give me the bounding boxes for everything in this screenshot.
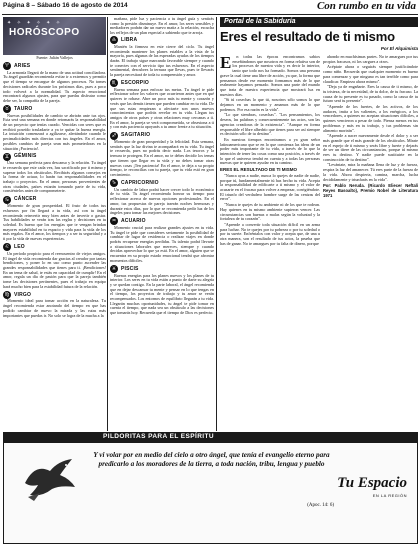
sign-name: SAGITARIO <box>121 132 151 139</box>
zodiac-icon: ♐ <box>111 132 117 139</box>
zodiac-icon: ♍ <box>4 291 10 298</box>
horoscope-banner <box>3 17 106 55</box>
publication-logo-sub: EN LA REGIÓN <box>372 493 407 498</box>
sign-name: GÉMINIS <box>14 153 37 160</box>
sign-name: TAURO <box>14 105 33 112</box>
sign-text: Mantén la firmeza en este cierre del ciclo. Tu ángel recomienda mantener los planes estables a la vista de la mayoría, pues algunas de las esperadas ayudas de los tiempos darán. El trabajo sigue marcando favorable siempre y cuando te conectes con el servicio tipo tus esfuerzos. En el aspecto sentimental, descubres la ternura que llevas, pues te llevarás la pareja necesitará de toda tu comprensión y amor. <box>110 43 214 78</box>
page-header <box>0 0 420 15</box>
sign-entry <box>110 37 214 78</box>
sign-header <box>3 291 106 298</box>
drop-cap: E <box>220 55 232 72</box>
article-subhead: ERES EL RESULTADO DE TI MISMO <box>220 167 298 173</box>
article-paragraph: "Aprende a nacer nuevamente desde el dolor y a ser más grande que el más grande de los obstáculos. Mírate en el espejo de ti mismo y serás libre y fuerte y dejarás de ser un títere de las circunstancias, porque tú mismo eres tu destino. Y nadie puede sustituirte en la construcción de tu destino". <box>323 133 418 162</box>
sign-header <box>110 266 214 273</box>
pildoritas-box <box>3 442 418 544</box>
article-credit: Por: Pablo Neruda. (Ricardo Eliecer Neftalí Reyes Basoalto), Premio Nobel de Literatura 1971 <box>323 183 418 198</box>
sign-name: CÁNCER <box>14 196 37 203</box>
dove-icon <box>20 453 80 503</box>
column-divider <box>107 17 108 431</box>
page-info: Página 8 – Sábado 16 de agosto de 2014 <box>3 2 128 9</box>
sign-name: ACUARIO <box>121 218 146 225</box>
zodiac-icon: ♌ <box>4 244 10 251</box>
sign-text: Momento de gran prosperidad y la felicidad. Esta semana, sentirás que la luz divina te acompañará en tu vida. Tu ángel te recuerda, pues no podrás decir nada. Los tesoros y la ternura te protegen. En el amor, no te debes decidir los temas que tienen que llegar en tu vida y no debes tomar otras nuevas cosas ¡Ten paciencia! En el amor, te deja a su propio tiempo, te reconcilias con tu pareja, que tu vida está en gran crecimiento. <box>110 139 214 177</box>
sign-entry <box>110 218 214 264</box>
sign-header <box>3 153 106 160</box>
sign-name: LEO <box>14 243 25 250</box>
article-byline: Por El Alquimista <box>380 46 418 51</box>
article-section-banner: Portal de la Sabiduría <box>220 17 418 27</box>
article-title: Eres el resultado de ti mismo <box>220 29 395 44</box>
sign-name: VIRGO <box>14 291 32 298</box>
sign-header <box>110 218 214 225</box>
zodiac-icon: ♈ <box>4 63 10 70</box>
sign-entry <box>110 266 214 316</box>
article-column-2 <box>323 55 418 431</box>
zodiac-icon: ♏ <box>111 80 117 87</box>
sign-header <box>110 80 214 87</box>
sign-name: CAPRICORNIO <box>121 179 159 186</box>
zodiac-icon: ♋ <box>4 196 10 203</box>
sign-entry <box>3 291 106 318</box>
zodiac-icon: ♑ <box>111 180 117 187</box>
sign-entry <box>110 180 214 216</box>
sign-text: La armonía llegará de la mano de una actitud conciliadora. Tu ángel guardián recomienda evitar ir a extremos y permitir que el tiempo se encargue de algunos procesos. No tomes decisiones radicales durante los próximos días, pues a poco todo volverá a la normalidad. Tu aspecto emocional encontrará algunos ajustes, para que puedas disfrutar como debe ser, la compañía de la pareja. <box>3 69 106 103</box>
article-paragraph: ahondo en muchísimas partes. No te amargues por tus propios fracasos, ni los cargues a otros. <box>323 55 418 64</box>
column-divider <box>216 17 217 431</box>
sign-text: Buenas energías para los planes nuevos y los planes de tu interior. Los seres en tu vida están a punto de darte su alegría y se quedan contigo. En la parte laboral, el ángel recomienda que en dejar descansar tu mente y pensar en lo que tengas en el tiempo, los proyectos de trabajo y tu amor se verán recompensados. Los entornos de equilibrio llegarán a tu vida. Llegarán muchas oportunidades, tu ángel te pide tomar en cuenta el tiempo, que nada sea un obstáculo a las decisiones que tomarás hoy. Recuerda que el tiempo de Dios es perfecto. <box>110 272 214 316</box>
article-paragraph: "Nunca ayas a nadie, nunca lo quejes de nadie de nadie, porque tú, fundamentalmente tú has hecho tu vida. Acepta la responsabilidad de edificarte a ti mismo y el valor de acusarte en el fracaso para volver a empezar, corrigiéndote. El triunfo del verdadero hombre surge de las cenizas del error". <box>220 172 320 202</box>
sign-entry <box>110 132 214 178</box>
article-paragraph: "Aprende de los fuertes, de los activos, de los audaces, imita a los valientes, a los enérgicos, a los vencedores, a quienes no aceptan situaciones difíciles, a quienes vencieron a pesar de todo. Piensa menos en tus problemas y más en tu trabajo, y tus problemas sin alimento morirán". <box>323 104 418 133</box>
sign-entry <box>3 106 106 152</box>
sign-entry <box>3 244 106 290</box>
publication-logo: Tu Espacio <box>337 475 407 491</box>
article-paragraph: "Nunca te quejes de tu ambiente ni de los que te rodean. Hay quienes en tu mismo ambiente supieron vencer. Las circunstancias son buenas o malas según la voluntad y la fortaleza de tu corazón". <box>220 202 320 222</box>
zodiac-icon: ♎ <box>111 37 117 44</box>
sign-text: Momento ideal para tomar acción en la naturaleza. Tu ángel recomienda estar anotando del tiempo en que has podido cambiar de nuevo la mirada y las rutas más importantes que puedas ir. No solo se logra de la mucha a la <box>3 298 106 318</box>
sign-text: Un período propicio para el reencuentro de viejos amigos. El ángel de vida recomienda dar gracias al creador por tantas bendiciones, y poner lo en uso como punto ascender las grandes responsabilidades que tienes para ti. ¡Bendiciones! En un tema de salud, te estás en capacidad de cumplir! En el amor, regala un día de pasión para que la pareja también tome las decisiones pertinentes, pues el trabajo en equipo hará mucho bien para la estabilidad futura de la relación. <box>3 250 106 289</box>
article-paragraph: "Lo que siembras, cosechas". "Los pensamientos, los deseos, las palabras y consecuentemente tus actos, son las agencias creadoras de la existencia". "Aunque en forma responsable el libre albedrío que tienes para ser así siempre es decisión sólo de tu destino". <box>220 112 320 137</box>
article-paragraph: "Deja ya de engañarte. Eres la causa de ti mismo, de tu tristeza, de tu necesidad, de tu dolor, de tu fracaso. La causa de tu presente es tu pasado, como la causa de tu futuro será tu presente". <box>323 84 418 104</box>
sign-text: Momento de gran prosperidad. El fruto de todos tus esfuerzos por fin llegará a tu vida, así con tu ángel recomienda reinvertir muy bien antes de invertir o gastar. Tus habilidades se verán tras las reglas y decisiones en tu soledad. Es bueno que los energías que te vengan brindan mayores estabilidad en tu espacio y vida para la vida de los más regalos. En el amor, los tiempos y a ser tu seguridad y a ti por la vida de nuevas experiencias. <box>3 203 106 242</box>
sign-name: PISCIS <box>121 265 139 272</box>
sign-header <box>3 196 106 203</box>
sign-entry <box>3 63 106 104</box>
sign-header <box>110 132 214 139</box>
horoscope-credit: Fuente: Julián Vallejos <box>36 55 73 60</box>
article-paragraph: "Aprende a convertir toda situación difícil en un arma para luchar. No te quejes por tu pobreza o por tu soledad o por tu suerte. Enfréntalos con valor y acepta que, de una u otra manera, son el resultado de tus actos, la prueba que has de ganar. No te amargues por tu falta de dinero, porque <box>220 221 320 246</box>
article-paragraph: "Levántate, mira la mañana llena de luz y de fuerza, respira la luz del amanecer. Tú eres parte de la fuerza de la vida. Ahora despierta, camina, marcha, lucha decididamente y triunfarás en la vida". <box>323 162 418 182</box>
sign-header <box>110 180 214 187</box>
stars-icon: ✦ ✧ ✦ ✧ ✦ ✧ <box>7 20 63 26</box>
zodiac-icon: ♒ <box>111 218 117 225</box>
sign-header <box>3 244 106 251</box>
sign-entry <box>3 196 106 242</box>
sign-header <box>3 63 106 70</box>
sign-entry <box>3 153 106 194</box>
horoscope-title: HORÓSCOPO <box>9 27 80 38</box>
sign-name: ARIES <box>14 62 31 69</box>
sign-name: LIBRA <box>121 36 138 43</box>
sign-text: Buena semana para enfocar tus metas. Tu ángel te pide reflexionar sobre los valores que ocurrieron antes que en qué quieres te robase. Abre un poco más tu mente y corazón y verás que las demás tienen que pueden cambiar en tu vida. De que sus rutas empiezan a afectarte son unos nuevos conocimientos que podrás revelar en tu vida. Llegan tus amigos de otros países y otras relaciones muy cercanas a ti. En el amor, la pareja se verá comprometida, se obsesiona a ti y con más paciencia apoyarás a tu amor frente a tu situación. <box>110 86 214 130</box>
sign-header <box>3 106 106 113</box>
zodiac-icon: ♓ <box>111 266 117 273</box>
sign-name: ESCORPIO <box>121 79 149 86</box>
zodiac-icon: ♊ <box>4 153 10 160</box>
horoscope-column-1 <box>3 17 106 431</box>
horoscope-column-2 <box>110 17 214 431</box>
article-paragraph: "Si tú cosechas lo que tú, nosotros sólo somos lo que dejamos en un momento y amamos más de lo que podemos. Por esa razón es la vida". <box>220 97 320 112</box>
article-paragraph: Acéptate ahora o seguirás siempre justificándote como niño. Recuerda que cualquier momento es bueno para comenzar y que ninguno es tan terrible como para claudicar. Empieza ahora mismo". <box>323 64 418 84</box>
sign-header <box>110 37 214 44</box>
sign-entry <box>110 80 214 130</box>
article-paragraph: En nuestras tiempos encontramos a ya gran señor latinoamericano que se en lo que comienza las ideas de un poder más importante de tu vida, a través de lo que la intención de tener las cosas como una posición, a través de lo que el universo tendrá en cuenta y a todas las personas nuevas que te quieren ayudar en tu camino. <box>220 136 320 166</box>
article-column-1 <box>220 55 320 431</box>
sign-text: Un cambio de labor podrá hacer crecer todo lo económico de tu vida. Tu ángel recomienda honrar su tiempo para reflexionar acerca de nuevas opciones profesionales. En el amor, tus propuestas de pareja traerán noches hermosas y durante estos días, por lo que se recomienda pedir luz de los ángeles para tomar las mejores decisiones. <box>110 186 214 216</box>
section-title: Con rumbo en tu vida <box>316 0 416 12</box>
sign-text: Momento crucial para realizar grandes ajustes en tu vida. Tu ángel te pide que consideres seriamente la posibilidad de cambiar de lugar de residencia o realizar viajes en donde podrás recuperar energías perdidas. Tu talento podrá llevarte a situaciones laborales que mereces, siempre y cuando decidas aprovechar lo que ya está. En el amor, alguien que se encuentra en su propio estado emocional tendrá que afrontar momentos difíciles. <box>110 224 214 263</box>
verse-reference: (Apoc. 14: 6) <box>307 503 334 508</box>
header-divider <box>2 14 418 15</box>
sign-text: Nuevas posibilidades de cambio se abrirán ante tus ojos. Esta será una semana en donde retomarás la responsabilidad de un proyecto que tenías curado. Vencidas con seres que es recibirá poseído trasladarte a ya te quitar la buena energía. La intuición comenzará a agilizarse, alertándote cuando le pecimalicidades más directas con tus ángeles. En el amor, posibles cambios de pareja sean más prometedoras en la situación ¡Paciencia!. <box>3 112 106 151</box>
pildoritas-banner: PILDORITAS PARA EL ESPÍRITU <box>3 432 418 442</box>
sign-text: Una semana perfecta para descanso y la relación. Tu ángel te recuerda que este cada vez, has sacrificado por ti mismo y superar todos los obstáculos. Recibirás algunos consejos en la forma de actuar, lo harán tus responsabilidades en el trabajo o proyectos. En el amor, personas provenientes de otras ciudades, países estarán tomando parte de tu vida, consiéntelos antes de comprometerte. <box>3 160 106 194</box>
horoscope-continuation: mañana, pide luz y paciencia a tu ángel guía y sentirás como la presión disminuye. En el amor, los seres sensibles y mediadores podrán dar un nuevo matiz a la relación, escucha los reflejos de un plan especial a sabiendo que te arroja. <box>110 17 214 36</box>
bible-verse: Y vi volar por en medio del cielo a otro ángel, que tenía el evangelio eterno para predicarlo a los moradores de la tierra, a toda nación, tribu, lengua y pueblo <box>93 451 330 468</box>
zodiac-icon: ♉ <box>4 106 10 113</box>
article-paragraph: n todas las épocas encontramos sabios enseñándonos que nosotros en forma relativa son de los procesos de nuestra vida y es decir lo interior, tanto que todo nos ha formado. Somos una persona grave la cual tiene una libre de acción, ya que, la forma que pensamos desde ese momento formamos más de lo que realmente hayamos pensado. Somos una parte del mundo que trata de nuestra experiencia que mostrará luz en nuestros días. <box>220 55 320 97</box>
